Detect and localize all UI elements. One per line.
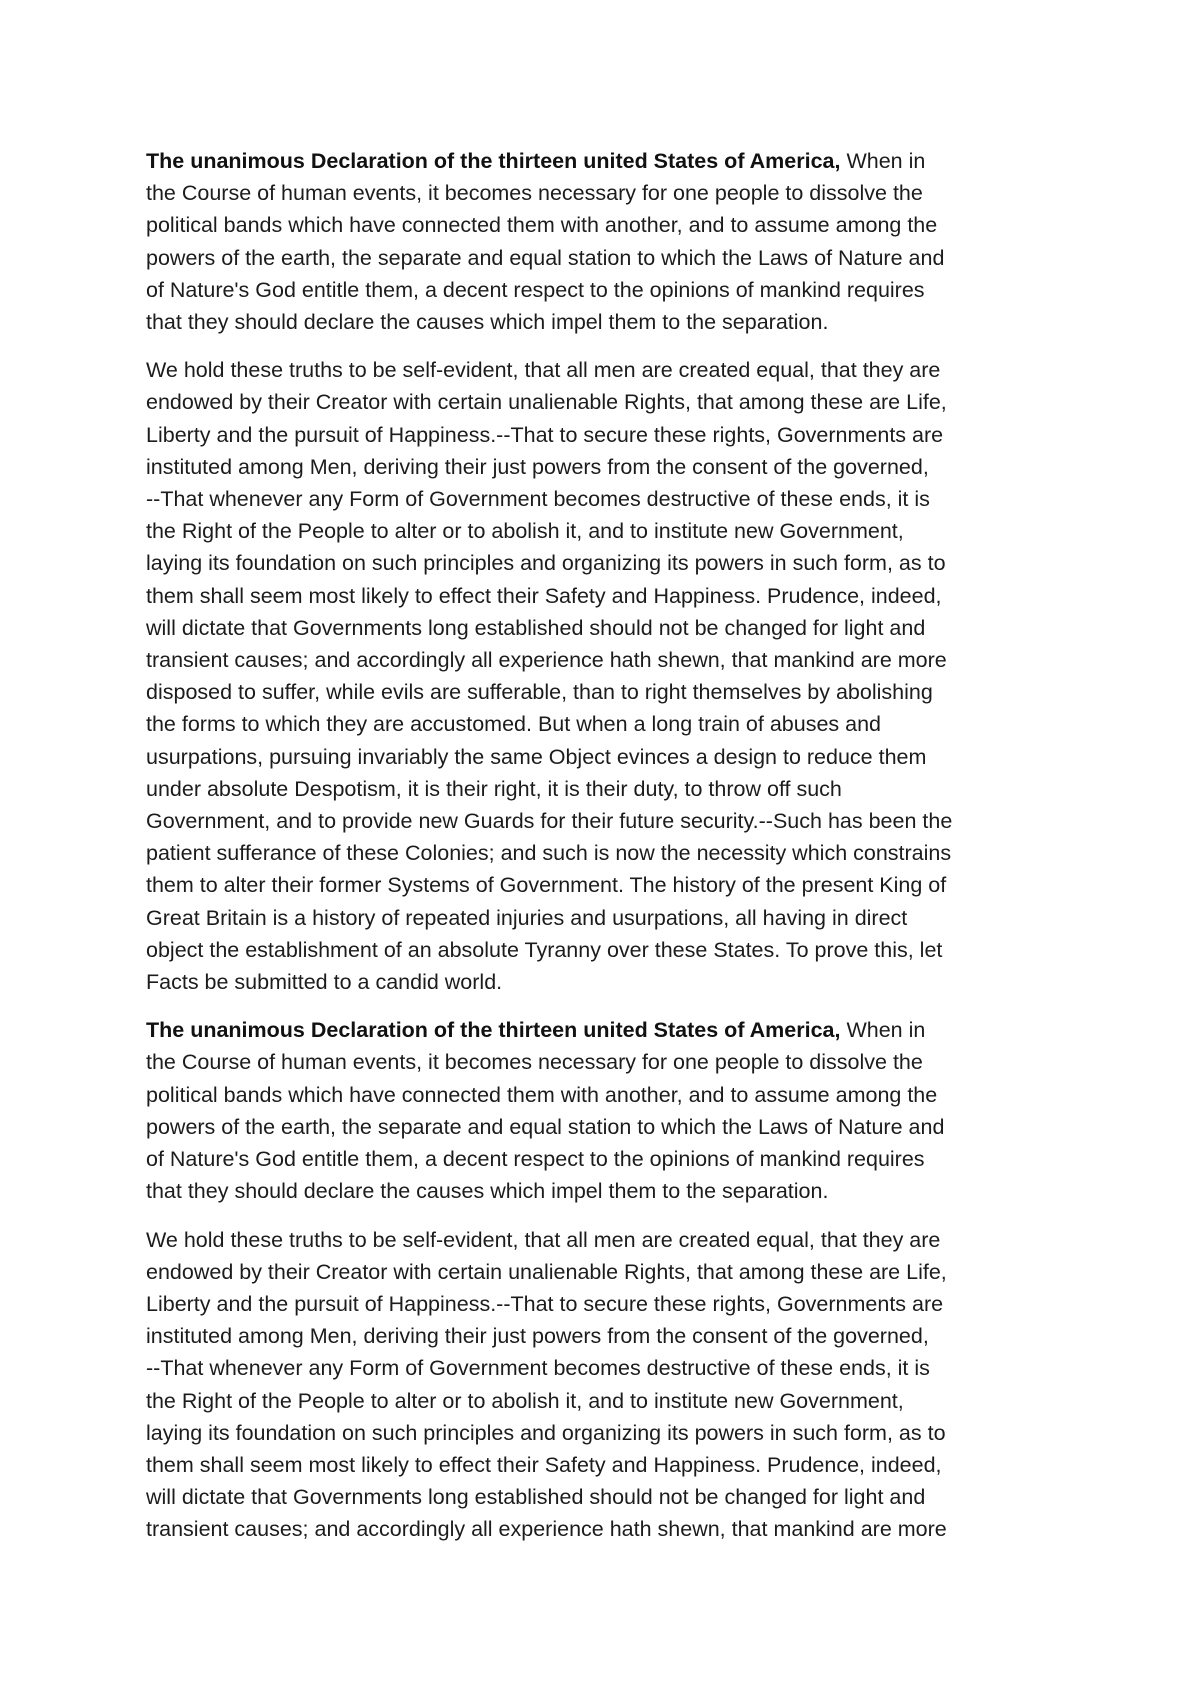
paragraph-3-line-1 <box>146 1014 1086 1046</box>
paragraph-3-line-2: the Course of human events, it becomes necessary for one people to dissolve the <box>146 1050 923 1075</box>
paragraph-2-line-8: them shall seem most likely to effect their Safety and Happiness. Prudence, indeed, <box>146 583 942 608</box>
paragraph-2-line-11: disposed to suffer, while evils are sufferable, than to right themselves by abolishing <box>146 680 933 705</box>
paragraph-2-line-15: Government, and to provide new Guards for their future security.--Such has been the <box>146 809 953 834</box>
paragraph-4-line-9: will dictate that Governments long established should not be changed for light and <box>146 1485 926 1510</box>
paragraph-1-line-6: that they should declare the causes which impel them to the separation. <box>146 310 829 335</box>
paragraph-3 <box>146 1014 1086 1207</box>
paragraph-1-line-4: powers of the earth, the separate and equal station to which the Laws of Nature and <box>146 245 945 270</box>
paragraph-2-line-19: object the establishment of an absolute Tyranny over these States. To prove this, let <box>146 937 943 962</box>
paragraph-4-line-10: transient causes; and accordingly all experience hath shewn, that mankind are more <box>146 1517 947 1542</box>
paragraph-1-line-1-text: When in <box>840 149 926 173</box>
paragraph-1-line-5: of Nature's God entitle them, a decent respect to the opinions of mankind requires <box>146 277 925 302</box>
paragraph-4-line-2: endowed by their Creator with certain unalienable Rights, that among these are Life, <box>146 1259 947 1284</box>
paragraph-2-line-9: will dictate that Governments long established should not be changed for light and <box>146 615 926 640</box>
paragraph-2-line-4: instituted among Men, deriving their just powers from the consent of the governed, <box>146 454 929 479</box>
paragraph-4-line-3: Liberty and the pursuit of Happiness.--That to secure these rights, Governments are <box>146 1291 944 1316</box>
paragraph-1 <box>146 145 1086 338</box>
paragraph-2 <box>146 354 1086 998</box>
paragraph-2-line-20: Facts be submitted to a candid world. <box>146 970 503 995</box>
paragraph-2-line-10: transient causes; and accordingly all experience hath shewn, that mankind are more <box>146 648 947 673</box>
paragraph-4-line-5: --That whenever any Form of Government becomes destructive of these ends, it is <box>146 1356 930 1381</box>
paragraph-2-line-17: them to alter their former Systems of Government. The history of the present King of <box>146 873 947 898</box>
paragraph-2-line-12: the forms to which they are accustomed. But when a long train of abuses and <box>146 712 881 737</box>
paragraph-3-heading: The unanimous Declaration of the thirteen united States of America, <box>146 1018 841 1043</box>
paragraph-1-line-2: the Course of human events, it becomes necessary for one people to dissolve the <box>146 181 923 206</box>
document-page <box>146 145 1086 1562</box>
paragraph-2-line-14: under absolute Despotism, it is their right, it is their duty, to throw off such <box>146 776 842 801</box>
paragraph-4-line-6: the Right of the People to alter or to abolish it, and to institute new Government, <box>146 1388 904 1413</box>
paragraph-3-line-1-text: When in <box>840 1018 926 1043</box>
paragraph-2-line-16: patient sufferance of these Colonies; and such is now the necessity which constrains <box>146 841 952 866</box>
paragraph-2-line-5: --That whenever any Form of Government becomes destructive of these ends, it is <box>146 487 930 512</box>
paragraph-4-line-4: instituted among Men, deriving their just powers from the consent of the governed, <box>146 1324 929 1349</box>
paragraph-4-line-7: laying its foundation on such principles and organizing its powers in such form, as to <box>146 1420 946 1445</box>
paragraph-3-line-4: powers of the earth, the separate and equal station to which the Laws of Nature and <box>146 1114 945 1139</box>
paragraph-4 <box>146 1224 1086 1546</box>
paragraph-2-line-18: Great Britain is a history of repeated injuries and usurpations, all having in direct <box>146 905 908 930</box>
paragraph-2-line-3: Liberty and the pursuit of Happiness.--That to secure these rights, Governments are <box>146 422 944 447</box>
paragraph-2-line-1: We hold these truths to be self-evident, that all men are created equal, that they are <box>146 358 941 383</box>
paragraph-2-line-2: endowed by their Creator with certain unalienable Rights, that among these are Life, <box>146 390 947 415</box>
paragraph-1-heading: The unanimous Declaration of the thirteen united States of America, <box>146 149 841 173</box>
paragraph-2-line-13: usurpations, pursuing invariably the same Object evinces a design to reduce them <box>146 744 927 769</box>
paragraph-3-line-6: that they should declare the causes which impel them to the separation. <box>146 1179 829 1204</box>
paragraph-1-line-1 <box>146 145 1086 177</box>
paragraph-4-line-8: them shall seem most likely to effect their Safety and Happiness. Prudence, indeed, <box>146 1452 942 1477</box>
paragraph-2-line-6: the Right of the People to alter or to abolish it, and to institute new Government, <box>146 519 904 544</box>
paragraph-3-line-3: political bands which have connected them with another, and to assume among the <box>146 1082 938 1107</box>
paragraph-4-line-1: We hold these truths to be self-evident, that all men are created equal, that they are <box>146 1227 941 1252</box>
paragraph-1-line-3: political bands which have connected them with another, and to assume among the <box>146 213 938 238</box>
paragraph-2-line-7: laying its foundation on such principles and organizing its powers in such form, as to <box>146 551 946 576</box>
paragraph-3-line-5: of Nature's God entitle them, a decent respect to the opinions of mankind requires <box>146 1147 925 1172</box>
